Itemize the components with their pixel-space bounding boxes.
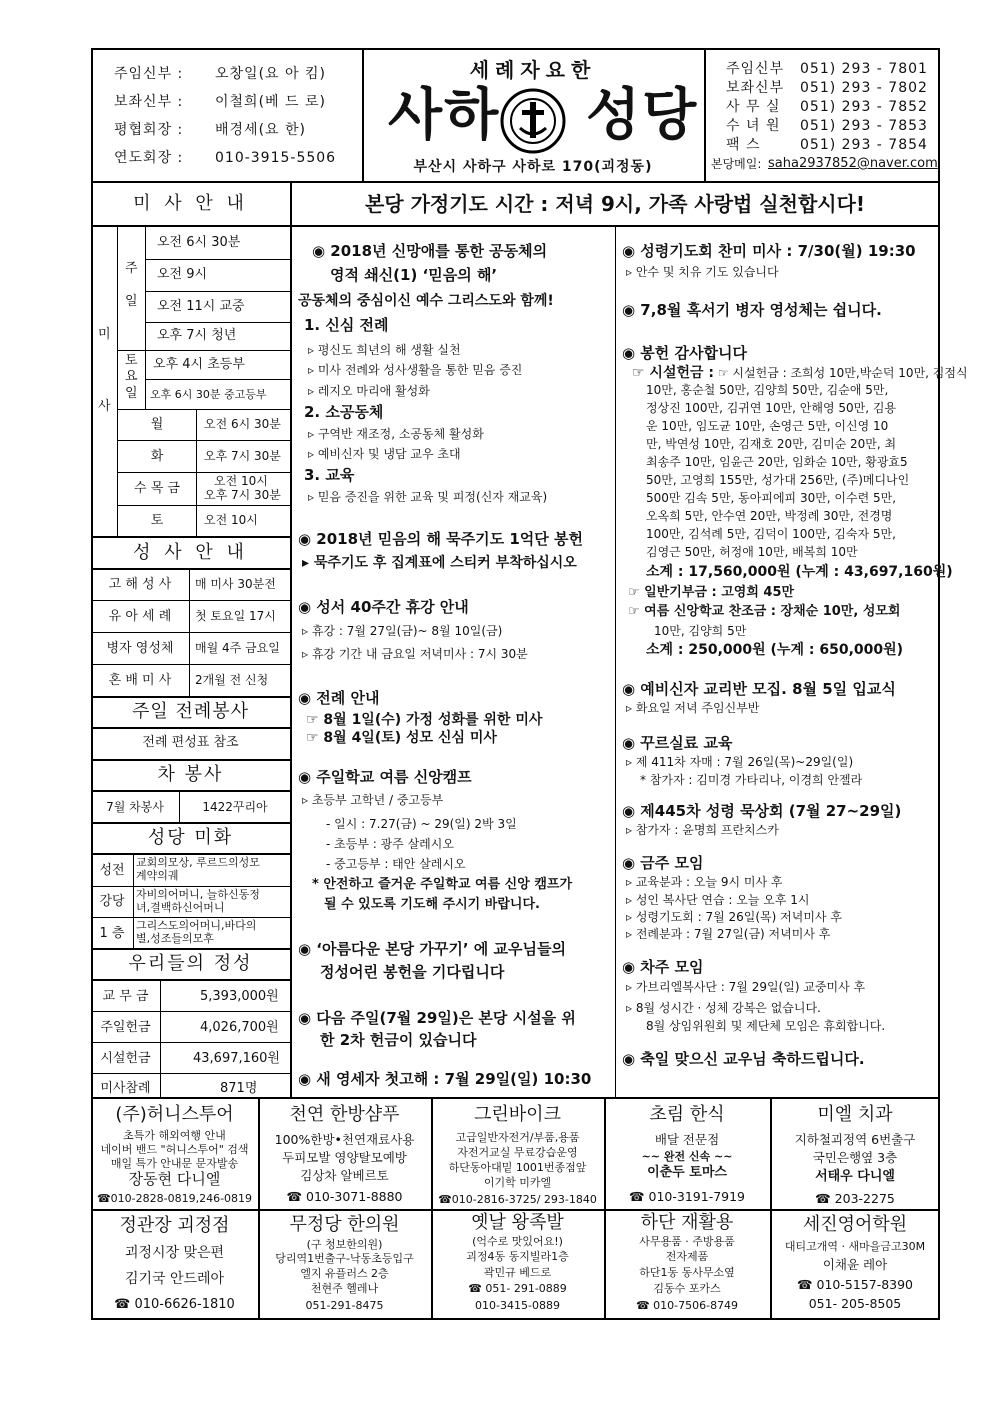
ad-title: (주)허니스투어 [115, 1104, 234, 1125]
email-label: 본당메일: [711, 157, 762, 171]
ad-line: 네이버 밴드 "허니스투어" 검색 [100, 1143, 249, 1156]
offering-name: 미사참례 [100, 1081, 151, 1096]
contact-phone: 051) 293 - 7854 [800, 137, 928, 153]
ad-line: ☎ 010-5157-8390 [796, 1277, 914, 1292]
notice-heading: ◉ 예비신자 교리반 모집. 8월 5일 입교식 [622, 680, 896, 698]
notice-heading: ◉ 꾸르실료 교육 [622, 734, 733, 752]
contact-phone: 051) 293 - 7801 [800, 61, 928, 77]
ad-title: 미엘 치과 [817, 1104, 893, 1125]
ad-line: 이춘두 토마스 [647, 1165, 727, 1180]
ad-line: 이채윤 레아 [822, 1257, 888, 1272]
staff-name: 배경세(요 한) [215, 122, 306, 138]
sacrament-when: 매 미사 30분전 [195, 577, 276, 591]
ad-line: 대티고개역 · 새마을금고30M [784, 1240, 926, 1253]
sunday-label: 일 [125, 294, 138, 309]
liturgy-value: 전례 편성표 참조 [142, 735, 239, 750]
notice-item: ▹ 교육분과 : 오늘 9시 미사 후 [626, 875, 783, 889]
notice-item: ▹ 성령기도회 : 7월 26일(목) 저녁미사 후 [626, 910, 842, 924]
weekday-label: 토 [150, 513, 164, 528]
staff-role: 주임신부 : [114, 66, 184, 82]
ad-line: 051- 205-8505 [808, 1296, 902, 1311]
mass-label: 미 [98, 327, 111, 342]
donation-line: ☞ 시설헌금 : ☞ 시설헌금 : 조희성 10만,박순덕 10만, 김점식 [632, 365, 968, 381]
notice-item: ▹ 믿음 증진을 위한 교육 및 피정(신자 재교육) [308, 490, 548, 504]
notice-item: - 초등부 : 광주 살레시오 [326, 837, 454, 851]
contact-label: 주임신부 [726, 61, 785, 77]
sacrament-when: 2개월 전 신청 [195, 673, 269, 687]
sunday-mass: 오전 11시 교중 [157, 299, 245, 314]
ad-line: 두피모발 영양탈모예방 [282, 1150, 407, 1165]
contact-phone: 051) 293 - 7852 [800, 99, 928, 115]
notice-heading: ◉ 새 영세자 첫고해 : 7월 29일(일) 10:30 [298, 1070, 592, 1088]
ad-title: 옛날 왕족발 [471, 1212, 564, 1233]
saturday-label: 토 [125, 353, 138, 368]
notice-item: ▹ 화요일 저녁 주임신부반 [626, 701, 760, 715]
contact-label: 보좌신부 [726, 80, 785, 96]
ad-line: 매일 특가 안내문 문자발송 [110, 1157, 239, 1170]
donation-line: 50만, 고영희 155만, 성가대 256만, (주)메디나인 [646, 473, 910, 487]
ad-line: 하단1동 동사무소옆 [639, 1266, 735, 1279]
staff-name: 010-3915-5506 [215, 150, 337, 166]
offering-amount: 871명 [220, 1081, 258, 1096]
ad-line: 천현주 헬레나 [310, 1282, 379, 1295]
beauty-place: 1 층 [99, 926, 125, 941]
sacrament-name: 고 해 성 사 [108, 577, 172, 592]
ad-line: ☎ 010-6626-1810 [114, 1297, 235, 1312]
notice-heading: ◉ 주일학교 여름 신앙캠프 [298, 768, 472, 786]
liturgy-title: 주일 전례봉사 [131, 701, 250, 722]
contact-label: 사 무 실 [726, 99, 781, 115]
donation-line: 10만, 홍순철 50만, 김양희 50만, 김순애 5만, [646, 383, 889, 397]
beauty-who: 계약의궤 [136, 869, 179, 882]
ad-line: 김기국 안드레아 [124, 1271, 225, 1287]
notice-item: ▹ 레지오 마리애 활성화 [308, 384, 430, 398]
staff-name: 오창일(요 아 킴) [215, 66, 326, 82]
contact-label: 수 녀 원 [726, 118, 781, 134]
email-link[interactable]: saha2937852@naver.com [768, 156, 938, 171]
donation-line: 최송주 10만, 임윤근 20만, 임화순 10만, 황광효5 [646, 455, 908, 469]
offering-name: 주일헌금 [100, 1020, 151, 1035]
ads-divider [91, 1097, 940, 1099]
notice-heading: ◉ 제445차 성령 묵상회 (7월 27~29일) [622, 802, 902, 820]
sacrament-when: 매월 4주 금요일 [195, 641, 280, 655]
ad-line: 김동수 포카스 [653, 1282, 721, 1295]
notice-heading: ◉ 전례 안내 [298, 689, 380, 707]
donation-text: ☞ 시설헌금 : 조희성 10만,박순덕 10만, 김점식 [717, 366, 968, 380]
ad-line: 지하철괴정역 6번출구 [794, 1132, 916, 1147]
ad-line: 고급일반자전거/부품,용품 [455, 1131, 580, 1144]
church-title-left: 사하 [388, 83, 501, 148]
notice-item: ▹ 평신도 희년의 해 생활 실천 [308, 343, 461, 357]
notice-heading: ◉ 성서 40주간 휴강 안내 [298, 598, 469, 616]
ad-line: 괴정시장 맞은편 [124, 1245, 225, 1261]
staff-role: 평협회장 : [114, 122, 184, 138]
church-title-right: 성당 [586, 83, 699, 148]
notice-heading: 영적 쇄신(1) ‘믿음의 해’ [330, 266, 498, 284]
donation-line: 500만 김속 5만, 동아피에피 30만, 이수련 5만, [646, 491, 897, 505]
ad-line: (억수로 맛있어요!) [472, 1235, 563, 1248]
ad-line: ☎ 010-7506-8749 [635, 1299, 739, 1312]
notice-item: ▹ 휴강 기간 내 금요일 저녁미사 : 7시 30분 [302, 647, 528, 661]
donation-line: 100만, 김석례 5만, 김덕이 100만, 김숙자 5만, [646, 527, 896, 541]
banner-text: 본당 가정기도 시간 : 저녁 9시, 가족 사랑법 실천합시다! [364, 192, 866, 216]
ad-line: ~~ 완전 신속 ~~ [641, 1150, 733, 1163]
ad-line: 자전거교실 무료강습운영 [457, 1146, 578, 1159]
ad-line: 하단동아대밑 1001번종점앞 [448, 1161, 587, 1174]
notice-item: ▹ 성인 복사단 연습 : 오늘 오후 1시 [626, 893, 810, 907]
notice-item: 될 수 있도록 기도해 주시기 바랍니다. [324, 897, 540, 912]
beauty-who: 그리스도의어머니,바다의 [136, 919, 257, 932]
weekday-mass: 오후 7시 30분 [204, 488, 281, 502]
donation-line: 운 10만, 임도균 10만, 손영근 5만, 이신영 10 [646, 419, 889, 433]
tea-value: 1422꾸리아 [202, 800, 268, 814]
notice-heading: ◉ 2018년 믿음의 해 묵주기도 1억단 봉헌 [298, 530, 583, 548]
notice-heading: ◉ 2018년 신망애를 통한 공동체의 [312, 242, 548, 260]
donation-line: 10만, 김양희 5만 [654, 624, 747, 638]
beauty-title: 성당 미화 [147, 827, 234, 848]
ad-line: (구 청보한의원) [306, 1238, 383, 1251]
notice-item: ▹ 휴강 : 7월 27일(금)~ 8월 10일(금) [302, 624, 503, 638]
ad-title: 하단 재활용 [640, 1212, 734, 1233]
notice-item: ▹ 가브리엘복사단 : 7월 29일(일) 교중미사 후 [626, 980, 866, 994]
donation-line: 오옥희 5만, 안수연 20만, 박정례 30만, 전경명 [646, 509, 893, 523]
sunday-mass: 오전 9시 [157, 267, 208, 282]
sunday-mass: 오전 6시 30분 [157, 235, 241, 250]
notice-heading: 한 2차 헌금이 있습니다 [320, 1031, 477, 1049]
church-supertitle: 세례자요한 [469, 58, 597, 82]
notice-subheading: 2. 소공동체 [304, 403, 384, 421]
ad-line: 서태우 다니엘 [815, 1169, 895, 1184]
notice-item: ▹ 초등부 고학년 / 중고등부 [302, 793, 444, 807]
notice-item: * 안전하고 즐거운 주일학교 여름 신앙 캠프가 [312, 877, 572, 892]
notice-item: ▹ 예비신자 및 냉담 교우 초대 [308, 447, 461, 461]
weekday-label: 월 [150, 417, 164, 432]
weekday-mass: 오전 10시 [204, 513, 258, 527]
header-divider [91, 181, 940, 183]
beauty-who: 교회의모상, 루르드의성모 [136, 856, 260, 869]
ad-title: 초림 한식 [649, 1104, 725, 1125]
notice-item: ▹ 제 411차 자매 : 7월 26일(목)~29일(일) [626, 755, 854, 769]
donation-line: ☞ 일반기부금 : 고영희 45만 [628, 585, 795, 600]
offering-amount: 4,026,700원 [200, 1020, 279, 1035]
ad-line: 당리역1번출구-낙동초등입구 [275, 1252, 414, 1265]
weekday-label: 수 목 금 [134, 481, 180, 496]
notice-heading: ◉ 7,8월 혹서기 병자 영성체는 쉽니다. [622, 301, 882, 319]
ad-line: 이기학 미카엘 [483, 1176, 552, 1189]
ad-title: 세진영어학원 [802, 1214, 908, 1235]
sacrament-title: 성 사 안 내 [133, 542, 248, 563]
notice-heading: ◉ 다음 주일(7월 29일)은 본당 시설을 위 [298, 1009, 576, 1027]
beauty-who: 별,성조들의모후 [136, 932, 214, 945]
sacrament-name: 유 아 세 례 [108, 609, 172, 624]
offering-amount: 43,697,160원 [193, 1051, 280, 1066]
church-address: 부산시 사하구 사하로 170(괴정동) [413, 159, 653, 175]
ad-line: 초특가 해외여행 안내 [123, 1129, 226, 1142]
notice-item: ☞ 8월 4일(토) 성모 신심 미사 [306, 730, 497, 746]
ad-line: 괴정4동 동지빌라1층 [466, 1250, 569, 1263]
staff-role: 연도회장 : [114, 150, 184, 166]
staff-name: 이철희(베 드 로) [215, 94, 326, 110]
contact-phone: 051) 293 - 7853 [800, 118, 928, 134]
donation-line: 만, 박연성 10만, 김재호 20만, 김미순 20만, 최 [646, 437, 897, 451]
column-divider [615, 226, 616, 1097]
ad-line: 100%한방•천연재료사용 [274, 1132, 415, 1147]
notice-heading: ◉ ‘아름다운 본당 가꾸기’ 에 교우님들의 [298, 940, 566, 958]
donation-line: ☞ 여름 신앙학교 찬조금 : 장채순 10만, 성모회 [628, 604, 901, 619]
ad-line: 051-291-8475 [305, 1299, 384, 1312]
notice-item: ▹ 8월 성시간 · 성체 강복은 없습니다. [626, 1001, 821, 1015]
ad-title: 그린바이크 [474, 1104, 561, 1125]
weekday-mass: 오전 10시 [214, 474, 268, 488]
ad-line: ☎ 051- 291-0889 [468, 1282, 567, 1295]
donation-line: 정상진 100만, 김귀연 10만, 안해영 50만, 김용 [646, 401, 897, 415]
saturday-mass: 오후 4시 초등부 [153, 357, 245, 372]
sacrament-when: 첫 토요일 17시 [195, 609, 276, 623]
notice-heading: 정성어린 봉헌을 기다립니다 [320, 963, 505, 981]
tea-label: 7월 차봉사 [106, 800, 164, 814]
sidebar-divider [290, 181, 292, 1097]
sacrament-name: 혼 배 미 사 [108, 673, 172, 688]
notice-heading: ◉ 봉헌 감사합니다 [622, 344, 747, 362]
ad-line: 장동현 다니엘 [128, 1170, 221, 1188]
contact-phone: 051) 293 - 7802 [800, 80, 928, 96]
beauty-who: 자비의어머니, 늘하신동정 [136, 888, 260, 901]
ad-line: ☎ 010-3071-8880 [286, 1189, 403, 1204]
notice-heading: 공동체의 중심이신 예수 그리스도와 함께! [298, 293, 554, 309]
offering-title: 우리들의 정성 [128, 953, 253, 974]
beauty-who: 녀,결백하신어머니 [136, 901, 225, 914]
ad-line: ☎010-2816-3725/ 293-1840 [438, 1193, 597, 1206]
notice-item: ▹ 미사 전례와 성사생활을 통한 믿음 증진 [308, 363, 523, 377]
ad-line: 사무용품 · 주방용품 [639, 1235, 735, 1248]
ad-line: 배달 전문점 [654, 1132, 720, 1147]
notice-heading: ◉ 금주 모임 [622, 854, 704, 872]
saturday-mass: 오후 6시 30분 중고등부 [150, 388, 267, 401]
ad-title: 무정당 한의원 [289, 1214, 400, 1235]
notice-item: ▹ 구역반 재조정, 소공동체 활성화 [308, 427, 484, 441]
mass-title: 미 사 안 내 [133, 193, 248, 214]
ads-divider [91, 1209, 940, 1211]
notice-item: 8월 상임위원회 및 제단체 모임은 휴회합니다. [646, 1019, 886, 1033]
ad-line: ☎ 203-2275 [815, 1191, 895, 1206]
notice-item: ▹ 전례분과 : 7월 27일(금) 저녁미사 후 [626, 927, 831, 941]
sunday-label: 주 [125, 261, 138, 276]
notice-subheading: 3. 교육 [304, 466, 355, 484]
notice-item: - 중고등부 : 태안 살레시오 [326, 857, 466, 871]
beauty-place: 강당 [99, 894, 125, 909]
notice-item: ▹ 참가자 : 윤명희 프란치스카 [626, 823, 779, 837]
notice-heading: ◉ 차주 모임 [622, 958, 704, 976]
ad-line: 엘지 유플러스 2층 [300, 1267, 389, 1280]
ad-line: 곽민규 베드로 [483, 1266, 552, 1279]
notice-heading: ◉ 축일 맞으신 교우님 축하드립니다. [622, 1050, 865, 1068]
ad-line: ☎010-2828-0819,246-0819 [96, 1192, 253, 1205]
saturday-label: 요 [125, 369, 138, 384]
notice-item: ▸ 묵주기도 후 집계표에 스티커 부착하십시오 [302, 555, 577, 571]
notice-item: * 참가자 : 김미경 가타리나, 이경희 안젤라 [640, 773, 863, 787]
notice-subheading: 1. 신심 전례 [304, 316, 389, 334]
weekday-mass: 오전 6시 30분 [204, 417, 281, 431]
beauty-place: 성전 [99, 863, 125, 878]
ad-title: 천연 한방샴푸 [289, 1104, 400, 1125]
weekday-mass: 오후 7시 30분 [204, 449, 281, 463]
donation-subtotal: 소계 : 17,560,000원 (누계 : 43,697,160원) [646, 564, 953, 580]
notice-item: ☞ 8월 1일(수) 가정 성화를 위한 미사 [306, 712, 543, 728]
offering-amount: 5,393,000원 [200, 989, 279, 1004]
header-divider-right [704, 48, 706, 183]
saturday-label: 일 [125, 386, 138, 401]
sunday-mass: 오후 7시 청년 [157, 328, 237, 343]
notice-item: ▹ 안수 및 치유 기도 있습니다 [626, 265, 779, 279]
notice-item: - 일시 : 7.27(금) ~ 29(일) 2박 3일 [326, 817, 517, 831]
tea-title: 차 봉사 [157, 764, 224, 785]
ad-line: 전자제품 [665, 1250, 709, 1263]
church-emblem-icon [500, 88, 566, 154]
offering-name: 시설헌금 [100, 1051, 151, 1066]
mass-label: 사 [98, 399, 111, 414]
donation-line: 김영근 50만, 허정애 10만, 배복희 10만 [646, 545, 858, 559]
notice-heading: ◉ 성령기도회 찬미 미사 : 7/30(월) 19:30 [622, 242, 916, 260]
ad-line: 김상차 알베르토 [300, 1168, 389, 1183]
sacrament-name: 병자 영성체 [106, 641, 174, 656]
donation-subtotal: 소계 : 250,000원 (누계 : 650,000원) [646, 642, 904, 658]
ad-line: 국민은행옆 3층 [812, 1150, 898, 1165]
staff-role: 보좌신부 : [114, 94, 184, 110]
ad-line: 010-3415-0889 [475, 1299, 560, 1312]
ad-line: ☎ 010-3191-7919 [628, 1189, 746, 1204]
weekday-label: 화 [150, 449, 164, 464]
ad-title: 정관장 괴정점 [119, 1215, 230, 1236]
contact-label: 팩 스 [726, 137, 761, 153]
offering-name: 교 무 금 [102, 989, 149, 1004]
